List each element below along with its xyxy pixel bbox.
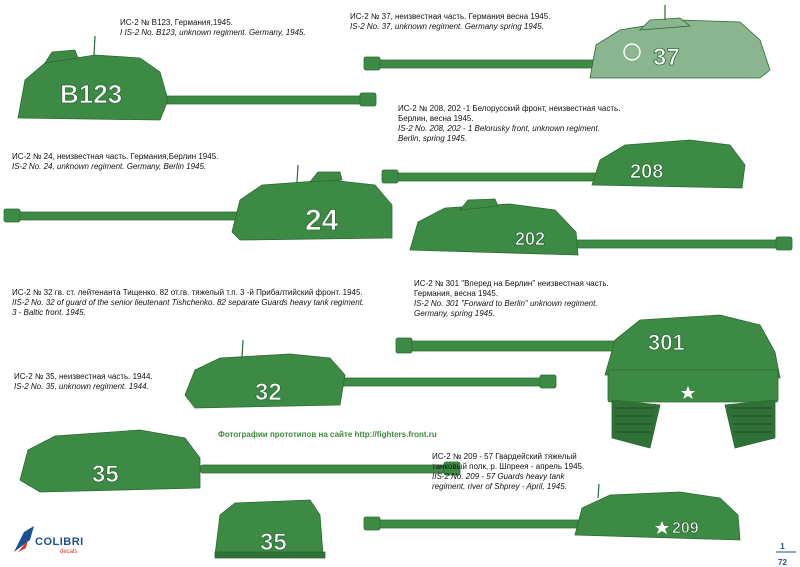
brand-sub: decals [60, 549, 78, 555]
tank-35-rear [215, 500, 325, 558]
tank-209 [364, 484, 740, 540]
caption-32: ИС-2 № 32 гв. ст. лейтенанта Тищенко. 82 от.гв. тяжелый т.п. 3 -й Прибалтийский фронт. 1945. IIS-2 No. 32 of guard of the senior lieutenant Tishchenko. 82 separate Guards heavy tank regiment. 3 - Baltic front. 1945. [12, 288, 365, 317]
tank-number: 37 [653, 44, 680, 71]
tank-202 [410, 199, 792, 255]
caption-208-202: ИС-2 № 208, 202 -1 Белорусский фронт, неизвестная часть. Берлин, весна 1945. IS-2 No. 208, 202 - 1 Belorusky front, unknown regiment. Berlin, spring 1945. [398, 104, 621, 143]
brand-name: COLIBRI [35, 536, 84, 548]
tank-208 [382, 140, 745, 188]
tank-number: 209 [672, 520, 699, 537]
tank-number: 32 [255, 379, 282, 406]
tank-number: 202 [515, 229, 546, 249]
tank-35-side [20, 430, 460, 492]
tank-b123 [18, 36, 376, 120]
tank-number: 35 [260, 529, 287, 556]
tank-number: 301 [648, 330, 685, 355]
caption-301: ИС-2 № 301 "Вперед на Берлин" неизвестная часть. Германия, весна 1945. IS-2 No. 301 "Forward to Berlin" unknown regiment. Germany, spring 1945. [414, 279, 609, 318]
colibri-logo-icon [14, 526, 34, 552]
tank-number: 208 [630, 161, 664, 183]
scale-den: 72 [778, 558, 787, 567]
caption-35: ИС-2 № 35, неизвестная часть. 1944. IS-2 No. 35, unknown regiment. 1944. [14, 372, 153, 391]
caption-37: ИС-2 № 37, неизвестная часть. Германия весна 1945. IS-2 No. 37, unknown regiment. Germany spring 1945. [350, 12, 551, 31]
caption-b123: ИС-2 № В123, Германия,1945. I IS-2 No. B123, unknown regiment. Germany, 1945. [120, 18, 306, 37]
scale-num: 1 [780, 542, 785, 551]
tank-number: 24 [305, 204, 339, 237]
website-link[interactable]: Фотографии прототипов на сайте http://fighters.front.ru [218, 430, 437, 439]
tank-number: 35 [92, 461, 119, 488]
scale-label [778, 543, 787, 567]
tank-number: B123 [60, 79, 123, 109]
caption-209: ИС-2 № 209 - 57 Гвардейский тяжелый танковый полк, р. Шпреея - апрель 1945. IIS-2 No. 209 - 57 Guards heavy tank regiment, river of Shprey - April, 1945. [432, 452, 585, 491]
caption-24: ИС-2 № 24, неизвестная часть. Германия,Берлин 1945. IS-2 No. 24, unknown regiment. Germany, Berlin 1945. [12, 152, 219, 171]
tank-24 [4, 165, 392, 240]
